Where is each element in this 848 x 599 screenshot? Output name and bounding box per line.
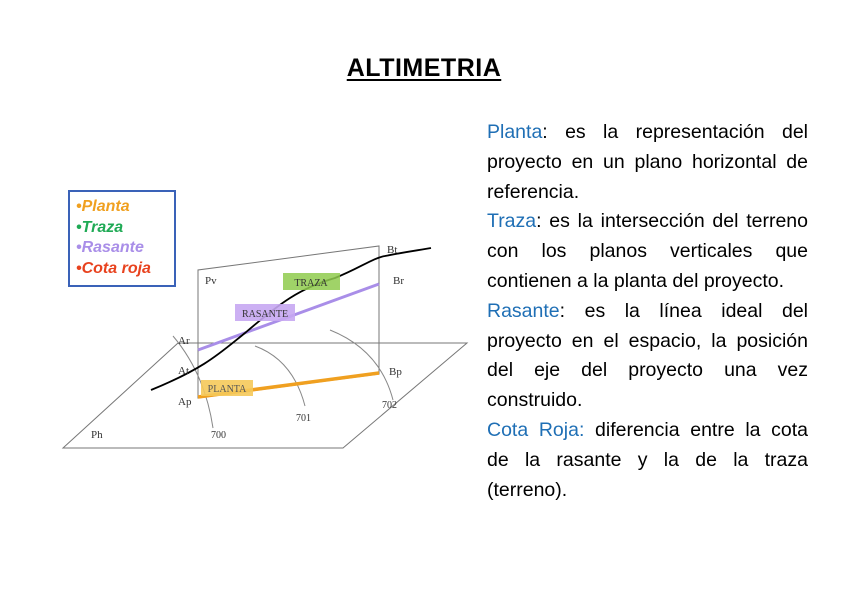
definition-cota-roja bbox=[487, 416, 808, 505]
definition-text: es la intersección del terreno con los planos verticales que contienen a la planta del proyecto. bbox=[487, 210, 808, 292]
label-ph: Ph bbox=[91, 429, 103, 441]
label-br: Br bbox=[393, 275, 404, 287]
term-cota-roja: Cota Roja: bbox=[487, 418, 585, 441]
planta-tag: PLANTA bbox=[207, 384, 247, 395]
contour-702 bbox=[330, 330, 393, 400]
contour-label-701: 701 bbox=[296, 413, 311, 424]
legend-item-rasante: •Rasante bbox=[76, 239, 144, 256]
definition-text: es la representación del proyecto en un plano horizontal de referencia. bbox=[487, 121, 808, 203]
label-at: At bbox=[178, 365, 189, 377]
legend-item-traza: •Traza bbox=[76, 218, 124, 236]
term-separator: : bbox=[559, 299, 566, 322]
traza-tag: TRAZA bbox=[294, 278, 328, 289]
definition-traza bbox=[487, 207, 808, 296]
label-ar: Ar bbox=[178, 335, 190, 347]
legend-item-cota-roja: •Cota roja bbox=[76, 259, 151, 277]
contour-label-700: 700 bbox=[211, 430, 226, 441]
label-bt: Bt bbox=[387, 244, 398, 256]
label-pv: Pv bbox=[205, 275, 217, 287]
definition-text: diferencia entre la cota de la rasante y la de la traza (terreno). bbox=[487, 418, 809, 501]
term-rasante: Rasante bbox=[487, 299, 560, 322]
horizontal-plane-ph bbox=[63, 343, 467, 448]
contour-label-702: 702 bbox=[382, 400, 397, 411]
rasante-tag: RASANTE bbox=[241, 309, 289, 320]
contour-701 bbox=[255, 346, 305, 406]
label-ap: Ap bbox=[178, 396, 192, 408]
term-planta: Planta bbox=[487, 121, 543, 143]
term-separator: : bbox=[542, 121, 548, 143]
definitions-text bbox=[487, 118, 808, 505]
term-separator: : bbox=[536, 210, 542, 233]
definition-text: es la línea ideal del proyecto en el espacio, la posición del eje del proyecto una vez construido. bbox=[487, 299, 808, 412]
slide-title: ALTIMETRIA bbox=[346, 54, 502, 82]
definition-planta bbox=[487, 118, 808, 207]
definition-rasante bbox=[487, 297, 808, 416]
legend-box bbox=[68, 190, 176, 287]
legend-item-planta: •Planta bbox=[76, 198, 130, 215]
label-bp: Bp bbox=[389, 366, 402, 378]
term-traza: Traza bbox=[487, 210, 537, 233]
